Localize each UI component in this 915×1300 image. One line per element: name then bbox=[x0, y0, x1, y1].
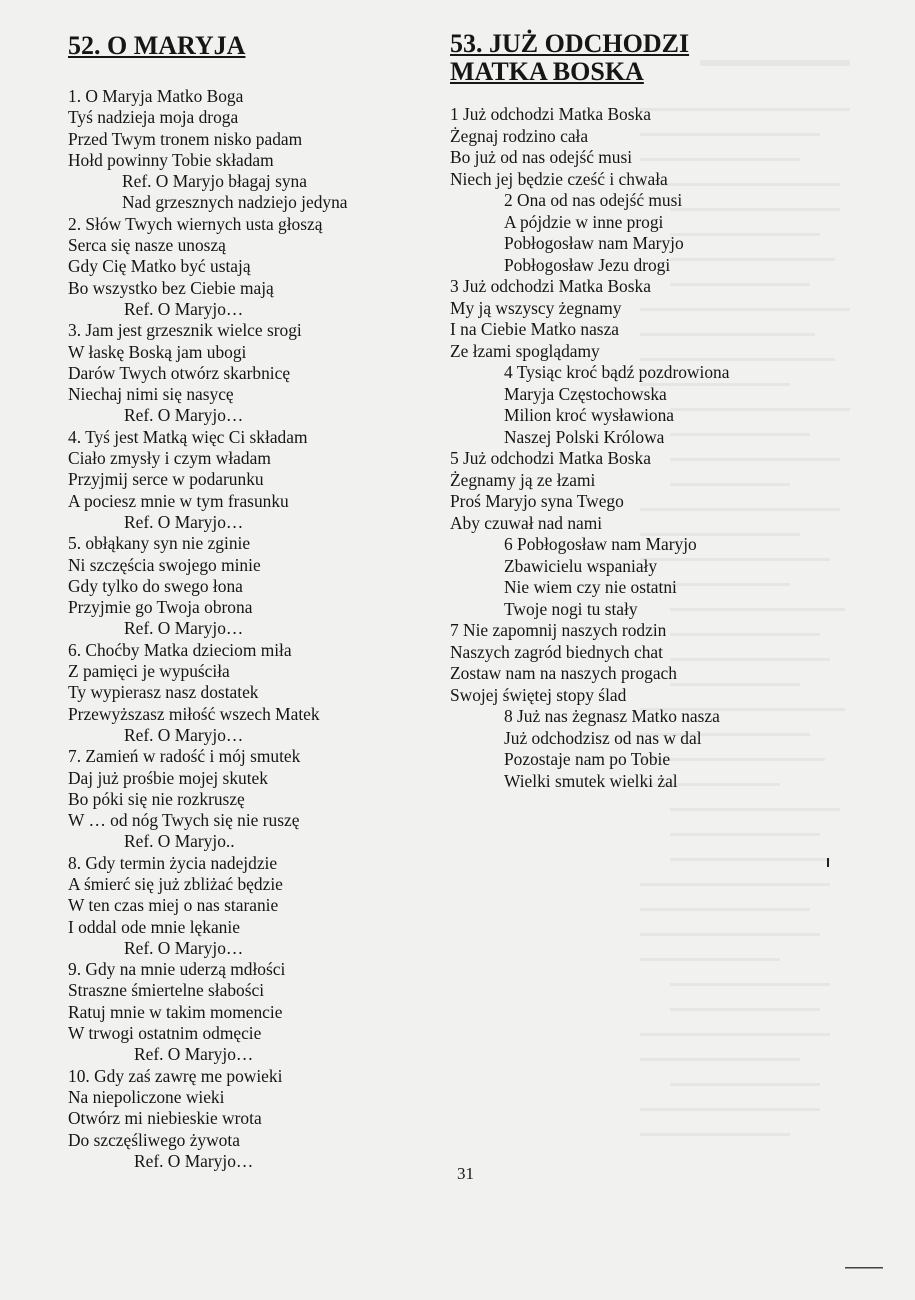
lyric-line: Gdy tylko do swego łona bbox=[68, 575, 243, 596]
lyric-line: My ją wszyscy żegnamy bbox=[450, 297, 622, 318]
lyric-line: Straszne śmiertelne słabości bbox=[68, 980, 265, 1001]
lyric-line: Zbawicielu wspaniały bbox=[504, 555, 658, 576]
lyric-line: Nie wiem czy nie ostatni bbox=[504, 577, 677, 597]
song-title-line-2: MATKA BOSKA bbox=[450, 57, 644, 86]
song-title bbox=[450, 30, 780, 86]
lyric-line: Twoje nogi tu stały bbox=[504, 598, 638, 619]
lyric-line: Niechaj nimi się nasycę bbox=[68, 384, 234, 405]
lyric-line: Otwórz mi niebieskie wrota bbox=[68, 1108, 262, 1129]
lyric-line: Niech jej będzie cześć i chwała bbox=[450, 168, 668, 189]
lyric-line: A śmierć się już zbliżać będzie bbox=[68, 873, 283, 894]
lyric-line: Ref. O Maryjo… bbox=[134, 1044, 254, 1065]
lyric-line: Swojej świętej stopy ślad bbox=[450, 684, 627, 705]
lyric-line: Naszych zagród biednych chat bbox=[450, 641, 663, 662]
lyric-line: 5. obłąkany syn nie zginie bbox=[68, 533, 251, 554]
lyric-line: Serca się nasze unoszą bbox=[68, 235, 226, 256]
lyric-line: Ratuj mnie w takim momencie bbox=[68, 1001, 283, 1022]
lyric-line: 1 Już odchodzi Matka Boska bbox=[450, 104, 651, 124]
lyric-line: Ref. O Maryjo… bbox=[124, 724, 244, 745]
lyric-line: Tyś nadzieja moja droga bbox=[68, 107, 239, 128]
lyric-line: 2. Słów Twych wiernych usta głoszą bbox=[68, 213, 323, 234]
lyric-line: 6. Choćby Matka dzieciom miła bbox=[68, 639, 292, 660]
lyric-line: W trwogi ostatnim odmęcie bbox=[68, 1023, 262, 1044]
lyric-line: Bo wszystko bez Ciebie mają bbox=[68, 277, 274, 298]
lyric-line: Ref. O Maryjo… bbox=[124, 298, 244, 319]
lyric-line: Na niepoliczone wieki bbox=[68, 1086, 225, 1107]
lyric-line: Z pamięci je wypuściła bbox=[68, 661, 230, 682]
lyric-line: Ref. O Maryjo… bbox=[124, 618, 244, 639]
lyric-line: Przyjmij serce w podarunku bbox=[68, 469, 264, 490]
lyric-line: 3 Już odchodzi Matka Boska bbox=[450, 276, 651, 296]
lyric-line: Ref. O Maryjo… bbox=[124, 937, 244, 958]
lyric-line: 8 Już nas żegnasz Matko nasza bbox=[504, 706, 720, 726]
lyric-line: 10. Gdy zaś zawrę me powieki bbox=[68, 1065, 283, 1086]
lyric-line: Ze łzami spoglądamy bbox=[450, 340, 600, 361]
lyric-line: I na Ciebie Matko nasza bbox=[450, 319, 620, 339]
stray-mark bbox=[826, 858, 832, 868]
lyric-line: W ten czas miej o nas staranie bbox=[68, 895, 279, 916]
lyric-line: 8. Gdy termin życia nadejdzie bbox=[68, 852, 278, 873]
lyric-line: 3. Jam jest grzesznik wielce srogi bbox=[68, 320, 302, 341]
lyric-line: Już odchodzisz od nas w dal bbox=[504, 727, 702, 748]
lyric-line: Ciało zmysły i czym władam bbox=[68, 448, 271, 469]
song-53 bbox=[450, 30, 780, 792]
lyric-line: I oddal ode mnie lękanie bbox=[68, 916, 240, 937]
lyric-line: Zostaw nam na naszych progach bbox=[450, 663, 677, 683]
lyric-line: Gdy Cię Matko być ustają bbox=[68, 256, 251, 277]
lyric-line: 4 Tysiąc kroć bądź pozdrowiona bbox=[504, 362, 730, 382]
lyric-line: Pobłogosław Jezu drogi bbox=[504, 254, 671, 275]
lyric-line: Daj już prośbie mojej skutek bbox=[68, 767, 268, 788]
lyric-line: 2 Ona od nas odejść musi bbox=[504, 190, 683, 210]
lyric-line: Przyjmie go Twoja obrona bbox=[68, 597, 253, 618]
lyric-line: Żegnamy ją ze łzami bbox=[450, 469, 596, 490]
lyric-line: A pociesz mnie w tym frasunku bbox=[68, 490, 289, 511]
page-number: 31 bbox=[457, 1164, 474, 1183]
lyric-line: A pójdzie w inne progi bbox=[504, 211, 664, 232]
lyric-line: Wielki smutek wielki żal bbox=[504, 770, 678, 791]
lyric-line: W łaskę Boską jam ubogi bbox=[68, 341, 247, 362]
song-52 bbox=[68, 32, 408, 1172]
lyric-line: 5 Już odchodzi Matka Boska bbox=[450, 448, 651, 468]
lyric-line: Ref. O Maryjo… bbox=[124, 405, 244, 426]
lyric-line: 4. Tyś jest Matką więc Ci składam bbox=[68, 426, 308, 447]
lyric-line: Ref. O Maryjo… bbox=[124, 511, 244, 532]
lyric-line: Pobłogosław nam Maryjo bbox=[504, 233, 684, 253]
lyric-line: Pozostaje nam po Tobie bbox=[504, 749, 671, 769]
lyric-line: 9. Gdy na mnie uderzą mdłości bbox=[68, 959, 286, 980]
lyric-line: 7 Nie zapomnij naszych rodzin bbox=[450, 620, 667, 640]
song-title-line-1: 53. JUŻ ODCHODZI bbox=[450, 29, 690, 58]
song-title: 52. O MARYJA bbox=[68, 31, 246, 60]
lyric-line: Proś Maryjo syna Twego bbox=[450, 491, 624, 511]
lyric-line: Bo póki się nie rozkruszę bbox=[68, 788, 245, 809]
lyric-line: W … od nóg Twych się nie ruszę bbox=[68, 810, 300, 831]
lyric-line: Ref. O Maryjo.. bbox=[124, 831, 235, 852]
lyric-line: Nad grzesznych nadziejo jedyna bbox=[122, 192, 348, 213]
lyric-line: 7. Zamień w radość i mój smutek bbox=[68, 746, 301, 767]
stray-line-mark bbox=[845, 1265, 885, 1271]
lyric-line: Przed Twym tronem nisko padam bbox=[68, 128, 303, 149]
lyric-line: Hołd powinny Tobie składam bbox=[68, 149, 274, 170]
lyric-line: Aby czuwał nad nami bbox=[450, 512, 603, 533]
lyric-line: Ni szczęścia swojego minie bbox=[68, 554, 261, 575]
song-lyrics bbox=[68, 86, 408, 1172]
lyric-line: Do szczęśliwego żywota bbox=[68, 1129, 240, 1150]
lyric-line: Ref. O Maryjo… bbox=[134, 1150, 254, 1171]
lyric-line: 6 Pobłogosław nam Maryjo bbox=[504, 534, 697, 554]
lyric-line: Darów Twych otwórz skarbnicę bbox=[68, 362, 291, 383]
lyric-line: Bo już od nas odejść musi bbox=[450, 147, 633, 167]
lyric-line: Ty wypierasz nasz dostatek bbox=[68, 682, 259, 703]
lyric-line: Milion kroć wysławiona bbox=[504, 405, 675, 425]
song-lyrics bbox=[450, 104, 780, 792]
lyric-line: Żegnaj rodzino cała bbox=[450, 125, 589, 146]
lyric-line: Przewyższasz miłość wszech Matek bbox=[68, 703, 320, 724]
lyric-line: Ref. O Maryjo błagaj syna bbox=[122, 171, 307, 192]
lyric-line: Naszej Polski Królowa bbox=[504, 426, 665, 447]
lyric-line: Maryja Częstochowska bbox=[504, 383, 667, 404]
lyric-line: 1. O Maryja Matko Boga bbox=[68, 86, 244, 106]
